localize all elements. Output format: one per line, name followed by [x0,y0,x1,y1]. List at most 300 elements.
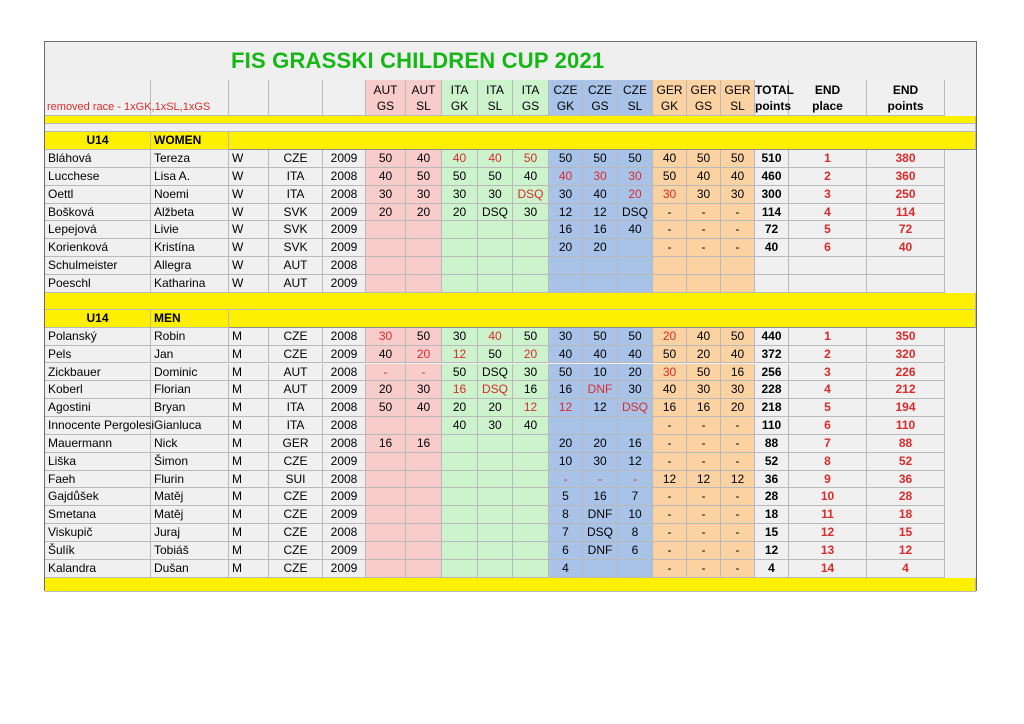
race-result: - [687,239,721,257]
end-points: 380 [867,150,945,168]
race-result [406,471,442,489]
athlete-nation: SVK [269,239,323,257]
athlete-gender: W [229,257,269,275]
race-result: 50 [687,364,721,382]
athlete-name: Juraj [151,524,229,542]
athlete-surname: Koberl [45,381,151,399]
race-result [513,453,549,471]
end-points: 18 [867,506,945,524]
race-result: 30 [406,186,442,204]
end-points: 40 [867,239,945,257]
athlete-year: 2009 [323,239,366,257]
spacer-band [45,116,976,124]
race-result: 40 [513,168,549,186]
athlete-gender: M [229,560,269,578]
race-result: - [653,542,687,560]
end-place: 7 [789,435,867,453]
race-result [478,506,513,524]
race-result: - [687,417,721,435]
race-result: 40 [442,150,478,168]
race-result: 8 [549,506,583,524]
race-result [366,506,406,524]
race-result [478,275,513,293]
end-points: 226 [867,364,945,382]
athlete-name: Livie [151,221,229,239]
athlete-nation: SVK [269,204,323,222]
race-result: 7 [618,488,653,506]
end-points: 15 [867,524,945,542]
race-result: 30 [442,186,478,204]
race-result [406,221,442,239]
race-header-7 [618,80,653,116]
athlete-nation: ITA [269,186,323,204]
race-result: 20 [366,381,406,399]
race-result: 30 [366,186,406,204]
race-header-discipline: SL [487,99,503,113]
race-result [513,275,549,293]
athlete-gender: M [229,346,269,364]
total-points: 218 [755,399,789,417]
race-result: DSQ [618,399,653,417]
end-place: 5 [789,399,867,417]
athlete-name: Allegra [151,257,229,275]
athlete-nation: CZE [269,524,323,542]
race-result: 5 [549,488,583,506]
total-points: 40 [755,239,789,257]
race-result: - [687,506,721,524]
total-points: 440 [755,328,789,346]
athlete-name: Nick [151,435,229,453]
total-points [755,275,789,293]
athlete-nation: GER [269,435,323,453]
race-header-5 [549,80,583,116]
race-result [366,221,406,239]
athlete-year: 2009 [323,506,366,524]
race-result: 16 [406,435,442,453]
athlete-year: 2008 [323,257,366,275]
athlete-nation: ITA [269,399,323,417]
race-header-1 [406,80,442,116]
athlete-gender: M [229,506,269,524]
summary-header-bottom: points [755,99,791,113]
race-result: DSQ [478,381,513,399]
race-header-discipline: GS [376,99,395,113]
athlete-name: Noemi [151,186,229,204]
race-result: 20 [618,186,653,204]
athlete-nation: CZE [269,453,323,471]
race-result: 50 [478,346,513,364]
race-result: 50 [406,328,442,346]
race-result [549,275,583,293]
race-result: - [653,488,687,506]
race-result [442,257,478,275]
race-result: 20 [406,204,442,222]
race-result: - [687,542,721,560]
section-separator [45,293,976,310]
race-result [406,524,442,542]
total-points: 52 [755,453,789,471]
race-header-country: ITA [450,83,469,97]
athlete-name: Matěj [151,506,229,524]
athlete-gender: W [229,239,269,257]
race-result: DNF [583,381,618,399]
race-result: 30 [549,328,583,346]
end-points: 194 [867,399,945,417]
athlete-nation: CZE [269,150,323,168]
race-result: - [721,239,755,257]
total-points: 12 [755,542,789,560]
race-result [618,560,653,578]
race-result [618,239,653,257]
athlete-year: 2009 [323,221,366,239]
race-result: - [721,221,755,239]
race-header-country: GER [690,83,717,97]
race-result: 20 [583,239,618,257]
summary-header-0 [755,80,794,116]
race-result: 40 [687,328,721,346]
athlete-gender: M [229,488,269,506]
race-result [478,435,513,453]
race-result [442,542,478,560]
race-result [721,257,755,275]
race-result [406,275,442,293]
race-result [406,417,442,435]
race-result: 30 [618,168,653,186]
athlete-year: 2009 [323,488,366,506]
race-result: 40 [549,346,583,364]
race-result: 30 [406,381,442,399]
athlete-name: Jan [151,346,229,364]
athlete-gender: M [229,417,269,435]
race-result: 20 [583,435,618,453]
race-result: - [687,221,721,239]
race-result [406,239,442,257]
race-result [442,488,478,506]
race-result: 16 [687,399,721,417]
total-points: 28 [755,488,789,506]
race-result: 40 [478,328,513,346]
race-header-4 [513,80,549,116]
race-result: - [721,524,755,542]
summary-header-top: TOTAL [755,83,794,97]
athlete-year: 2009 [323,381,366,399]
athlete-name: Dušan [151,560,229,578]
athlete-gender: W [229,204,269,222]
race-result: 30 [442,328,478,346]
race-result: 40 [687,168,721,186]
athlete-surname: Faeh [45,471,151,489]
end-place: 5 [789,221,867,239]
category-label: U14 [45,310,151,328]
race-result: 30 [653,186,687,204]
race-result: 50 [618,328,653,346]
race-header-3 [478,80,513,116]
race-result: 40 [406,150,442,168]
race-result: 50 [721,328,755,346]
race-result: 20 [653,328,687,346]
athlete-surname: Lucchese [45,168,151,186]
race-result: 30 [513,204,549,222]
race-result [721,275,755,293]
end-place: 3 [789,186,867,204]
race-result: - [687,204,721,222]
athlete-gender: M [229,435,269,453]
race-result: - [721,435,755,453]
athlete-nation: ITA [269,168,323,186]
athlete-year: 2008 [323,417,366,435]
athlete-gender: M [229,399,269,417]
total-points: 300 [755,186,789,204]
race-result: 30 [366,328,406,346]
race-result [442,221,478,239]
race-result [478,542,513,560]
race-result: 20 [618,364,653,382]
race-result: 30 [513,364,549,382]
athlete-surname: Agostini [45,399,151,417]
race-result: - [653,560,687,578]
athlete-nation: CZE [269,506,323,524]
race-result: 8 [618,524,653,542]
race-result: 16 [618,435,653,453]
end-points: 28 [867,488,945,506]
race-header-discipline: GK [556,99,575,113]
athlete-year: 2009 [323,150,366,168]
race-result [513,524,549,542]
athlete-name: Robin [151,328,229,346]
total-points: 510 [755,150,789,168]
athlete-surname: Polanský [45,328,151,346]
athlete-year: 2008 [323,399,366,417]
race-result: 40 [513,417,549,435]
athlete-year: 2009 [323,542,366,560]
end-place: 4 [789,381,867,399]
race-result: 40 [583,346,618,364]
end-place: 12 [789,524,867,542]
race-result: 12 [549,399,583,417]
athlete-name: Tereza [151,150,229,168]
race-header-country: ITA [486,83,504,97]
end-points: 4 [867,560,945,578]
summary-header-bottom: points [887,99,924,113]
end-points: 320 [867,346,945,364]
race-result: - [583,471,618,489]
race-result [618,257,653,275]
end-place: 9 [789,471,867,489]
athlete-year: 2009 [323,204,366,222]
end-place: 14 [789,560,867,578]
race-result: 12 [687,471,721,489]
race-result: - [687,435,721,453]
race-header-discipline: GS [591,99,609,113]
athlete-gender: M [229,471,269,489]
athlete-surname: Bláhová [45,150,151,168]
total-points: 114 [755,204,789,222]
race-result: - [653,506,687,524]
race-result: DSQ [513,186,549,204]
athlete-nation: SUI [269,471,323,489]
race-result [653,275,687,293]
athlete-year: 2008 [323,328,366,346]
group-label: MEN [151,310,229,328]
race-result [549,257,583,275]
race-result: DSQ [618,204,653,222]
race-result [406,560,442,578]
race-result: 50 [583,150,618,168]
end-place: 8 [789,453,867,471]
athlete-surname: Lepejová [45,221,151,239]
race-result [366,257,406,275]
race-result: 30 [687,186,721,204]
end-points [867,257,945,275]
race-header-discipline: GK [450,99,469,113]
end-place: 13 [789,542,867,560]
total-points: 228 [755,381,789,399]
athlete-name: Florian [151,381,229,399]
race-header-country: ITA [521,83,540,97]
total-points: 18 [755,506,789,524]
race-result: 40 [442,417,478,435]
race-result [442,560,478,578]
race-header-discipline: GK [660,99,679,113]
race-header-country: CZE [588,83,612,97]
end-place [789,257,867,275]
section-separator [45,578,976,592]
race-result: - [721,204,755,222]
race-result [478,239,513,257]
race-result: 4 [549,560,583,578]
race-result: 12 [513,399,549,417]
race-result: 50 [366,399,406,417]
athlete-surname: Mauermann [45,435,151,453]
race-header-discipline: GS [521,99,540,113]
race-result [478,488,513,506]
race-result: - [653,204,687,222]
race-result: 20 [366,204,406,222]
race-result [478,524,513,542]
results-sheet [44,41,977,591]
race-header-discipline: SL [416,99,431,113]
race-result [513,257,549,275]
race-result: - [721,453,755,471]
race-result [406,542,442,560]
athlete-surname: Pels [45,346,151,364]
athlete-gender: W [229,186,269,204]
race-result: - [687,488,721,506]
race-result: - [721,417,755,435]
race-result: 16 [583,221,618,239]
race-result: 40 [406,399,442,417]
race-result: 12 [549,204,583,222]
race-result: - [721,488,755,506]
athlete-surname: Viskupič [45,524,151,542]
race-result: - [687,524,721,542]
end-place: 2 [789,168,867,186]
athlete-surname: Bošková [45,204,151,222]
end-place: 1 [789,150,867,168]
summary-header-bottom: place [812,99,843,113]
race-result: 30 [687,381,721,399]
race-result: 20 [406,346,442,364]
race-result: 40 [618,346,653,364]
athlete-nation: SVK [269,221,323,239]
end-place [789,275,867,293]
end-points: 212 [867,381,945,399]
race-header-country: GER [724,83,751,97]
race-result: 16 [366,435,406,453]
race-result [442,275,478,293]
race-result [366,453,406,471]
race-result [583,560,618,578]
race-result: 50 [653,168,687,186]
race-result: 40 [366,168,406,186]
end-place: 3 [789,364,867,382]
athlete-year: 2009 [323,346,366,364]
race-result: 40 [721,168,755,186]
race-result: 40 [583,186,618,204]
race-result: 50 [513,328,549,346]
end-place: 6 [789,239,867,257]
race-result [687,257,721,275]
race-header-country: AUT [411,83,436,97]
athlete-year: 2008 [323,524,366,542]
race-result [513,506,549,524]
race-result [442,524,478,542]
total-points: 372 [755,346,789,364]
race-result: 50 [687,150,721,168]
race-result: 50 [549,150,583,168]
race-result: 20 [442,204,478,222]
total-points: 72 [755,221,789,239]
race-result: 12 [583,399,618,417]
athlete-year: 2009 [323,275,366,293]
race-result [478,257,513,275]
athlete-gender: W [229,221,269,239]
race-result: - [721,542,755,560]
race-result [478,471,513,489]
end-place: 10 [789,488,867,506]
race-result: 40 [366,346,406,364]
athlete-nation: AUT [269,275,323,293]
race-result: 50 [513,150,549,168]
race-result: 30 [721,186,755,204]
race-result: 16 [549,381,583,399]
category-label: U14 [45,132,151,150]
race-result: 16 [442,381,478,399]
total-points: 15 [755,524,789,542]
removed-race-note: removed race - 1xGK,1xSL,1xGS [47,101,211,113]
group-label: WOMEN [151,132,229,150]
total-points [755,257,789,275]
race-result: 20 [687,346,721,364]
athlete-nation: ITA [269,417,323,435]
athlete-gender: M [229,328,269,346]
athlete-year: 2009 [323,560,366,578]
race-result: - [687,560,721,578]
race-result: - [653,221,687,239]
athlete-nation: CZE [269,488,323,506]
athlete-name: Dominic [151,364,229,382]
race-result: DSQ [478,204,513,222]
race-result: DNF [583,506,618,524]
race-result [366,471,406,489]
race-result: 16 [513,381,549,399]
race-result: 10 [618,506,653,524]
athlete-nation: AUT [269,381,323,399]
end-place: 4 [789,204,867,222]
race-result [513,488,549,506]
race-result: - [653,239,687,257]
race-result: 40 [653,381,687,399]
